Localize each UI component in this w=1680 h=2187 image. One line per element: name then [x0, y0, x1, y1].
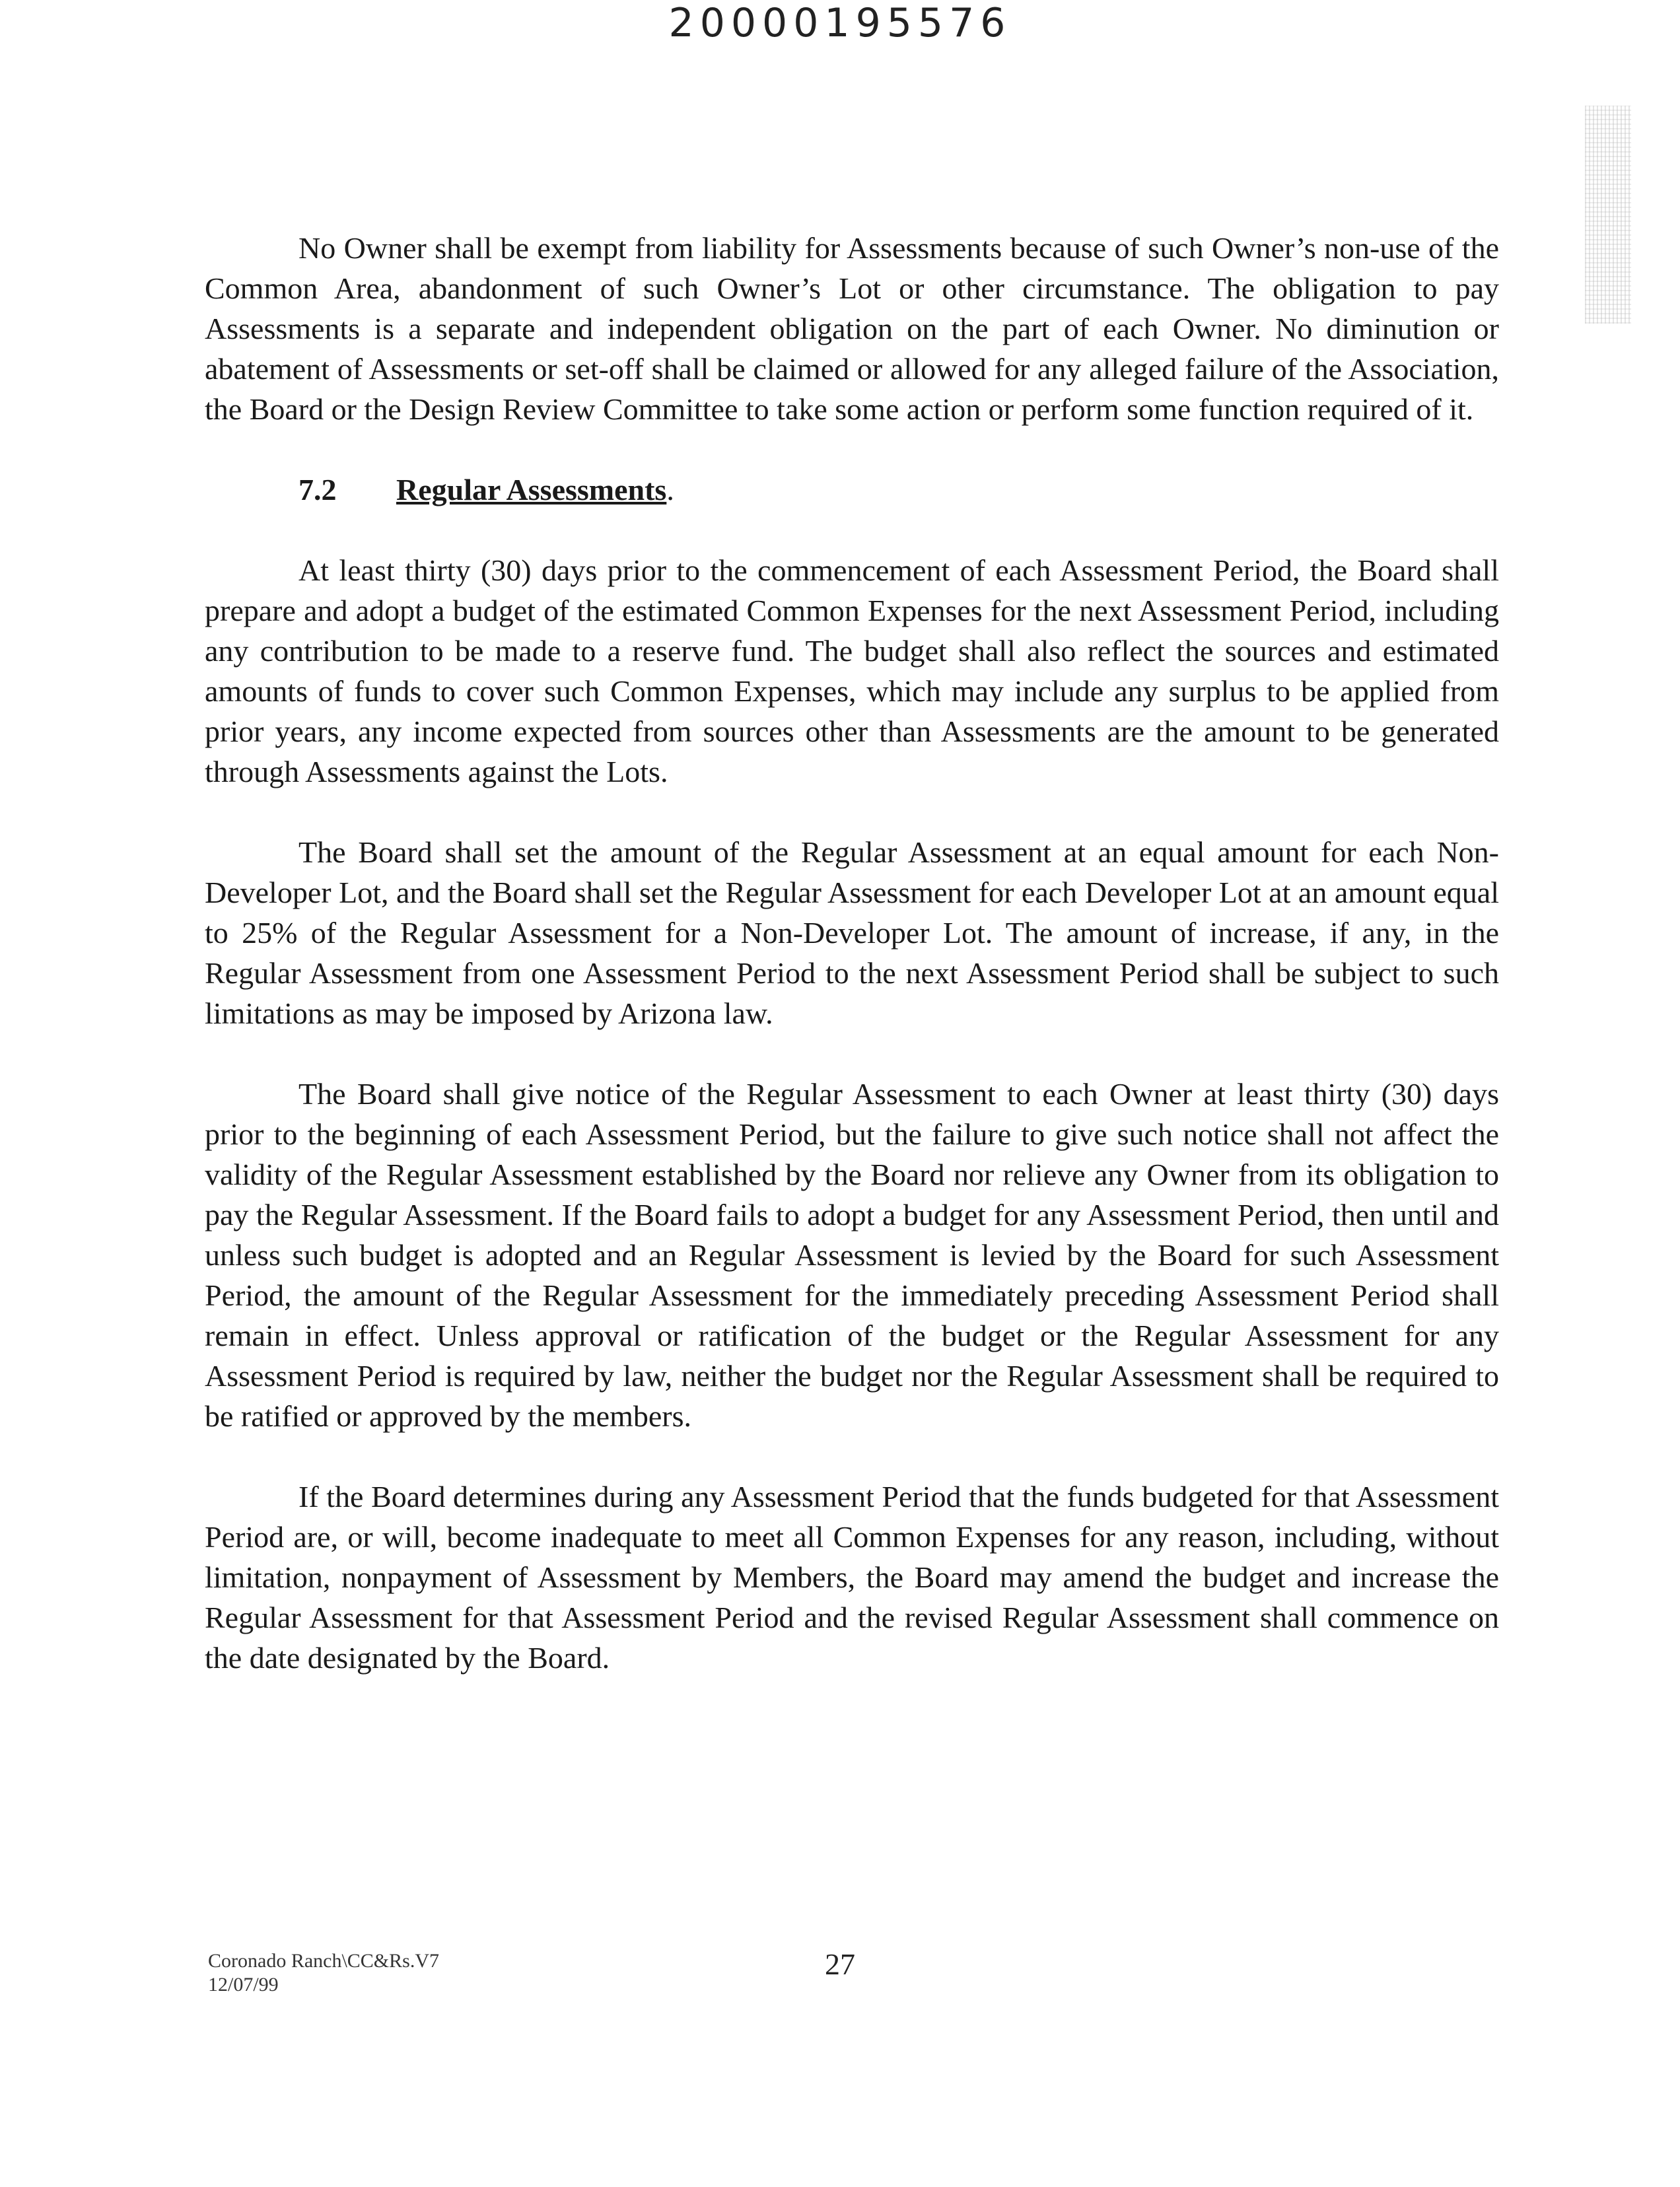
- section-title-period: .: [666, 473, 674, 506]
- paragraph-assessment-amount: The Board shall set the amount of the Regular Assessment at an equal amount for each Non-Developer Lot, and the Board shall set the Regular Assessment for each Developer Lot at an amount equal to 25% of the Regular Assessment for a Non-Developer Lot. The amount of increase, if any, in the Regular Assessment from one Assessment Period to the next Assessment Period shall be subject to such limitations as may be imposed by Arizona law.: [205, 835, 1499, 1030]
- paragraph-owner-liability: No Owner shall be exempt from liability for Assessments because of such Owner’s non-use of the Common Area, abandonment of such Owner’s Lot or other circumstance. The obligation to pay Assessments is a separate and independent obligation on the part of each Owner. No diminution or abatement of Assessments or set-off shall be claimed or allowed for any alleged failure of the Association, the Board or the Design Review Committee to take some action or perform some function required of it.: [205, 231, 1499, 426]
- page-number: 27: [825, 1947, 855, 1981]
- paragraph-budget: At least thirty (30) days prior to the commencement of each Assessment Period, the Board shall prepare and adopt a budget of the estimated Common Expenses for the next Assessment Period, including any contribution to be made to a reserve fund. The budget shall also reflect the sources and estimated amounts of funds to cover such Common Expenses, which may include any surplus to be applied from prior years, any income expected from sources other than Assessments are the amount to be generated through Assessments against the Lots.: [205, 553, 1499, 788]
- paragraph-amend-budget: If the Board determines during any Assessment Period that the funds budgeted for that Assessment Period are, or will, become inadequate to meet all Common Expenses for any reason, including, without limitation, nonpayment of Assessment by Members, the Board may amend the budget and increase the Regular Assessment for that Assessment Period and the revised Regular Assessment shall commence on the date designated by the Board.: [205, 1480, 1499, 1675]
- footer-date: 12/07/99: [208, 1974, 279, 1996]
- section-number: 7.2: [298, 473, 337, 506]
- page-body: [205, 228, 1499, 1718]
- footer-file-name: Coronado Ranch\CC&Rs.V7: [208, 1950, 439, 1972]
- paragraph-notice: The Board shall give notice of the Regular Assessment to each Owner at least thirty (30) days prior to the beginning of each Assessment Period, but the failure to give such notice shall not affect the validity of the Regular Assessment established by the Board nor relieve any Owner from its obligation to pay the Regular Assessment. If the Board fails to adopt a budget for any Assessment Period, then until and unless such budget is adopted and an Regular Assessment is levied by the Board for such Assessment Period, the amount of the Regular Assessment for the immediately preceding Assessment Period shall remain in effect. Unless approval or ratification of the budget or the Regular Assessment for any Assessment Period is required by law, neither the budget nor the Regular Assessment shall be required to be ratified or approved by the members.: [205, 1077, 1499, 1433]
- scan-artifact: [1585, 106, 1631, 324]
- section-title: Regular Assessments: [396, 473, 667, 506]
- section-heading: [205, 469, 1499, 510]
- document-number: 20000195576: [668, 0, 1012, 46]
